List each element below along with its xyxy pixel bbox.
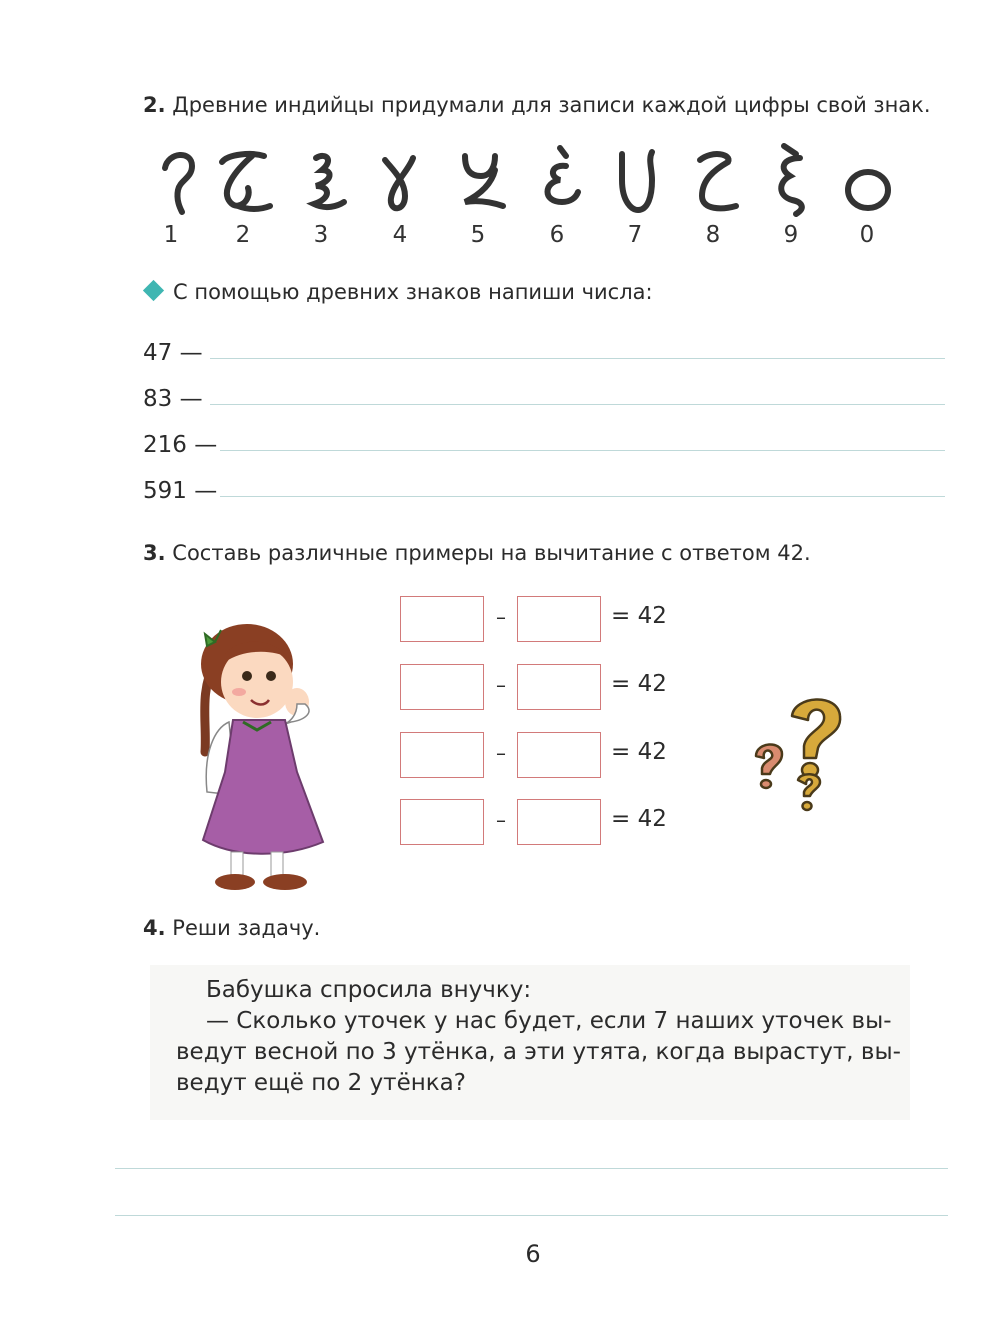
task-4-text: Реши задачу. xyxy=(172,916,321,940)
digit-label: 2 xyxy=(235,222,251,248)
subtrahend-box[interactable] xyxy=(517,799,601,845)
number-83: 83 — xyxy=(143,386,203,412)
task-2-text: Древние индийцы придумали для записи каждой цифры свой знак. xyxy=(172,93,931,117)
equals-42: = 42 xyxy=(611,806,667,832)
indian-digit-6-icon xyxy=(522,140,592,220)
digit-label: 0 xyxy=(859,222,875,248)
subtrahend-box[interactable] xyxy=(517,664,601,710)
girl-thinking-icon xyxy=(185,612,330,894)
minus-sign: – xyxy=(496,605,506,629)
number-591: 591 — xyxy=(143,478,218,504)
task-2-instruction: С помощью древних знаков напиши числа: xyxy=(173,280,653,304)
task-4-title xyxy=(143,916,320,940)
task-3-number: 3. xyxy=(143,541,166,565)
minus-sign: – xyxy=(496,673,506,697)
answer-line[interactable] xyxy=(220,450,945,451)
equals-42: = 42 xyxy=(611,739,667,765)
minuend-box[interactable] xyxy=(400,664,484,710)
indian-digit-9-icon xyxy=(756,140,826,220)
indian-digit-5-icon xyxy=(443,140,513,220)
task-3-title xyxy=(143,541,811,565)
digit-label: 8 xyxy=(705,222,721,248)
digit-label: 1 xyxy=(163,222,179,248)
digit-label: 4 xyxy=(392,222,408,248)
digit-label: 6 xyxy=(549,222,565,248)
answer-line[interactable] xyxy=(115,1215,948,1216)
question-marks-icon xyxy=(752,688,848,816)
equals-42: = 42 xyxy=(611,603,667,629)
diamond-bullet-icon xyxy=(143,280,164,301)
answer-line[interactable] xyxy=(115,1168,948,1169)
page-number: 6 xyxy=(525,1240,541,1268)
answer-line[interactable] xyxy=(220,496,945,497)
answer-line[interactable] xyxy=(210,404,945,405)
number-47: 47 — xyxy=(143,340,203,366)
indian-digit-2-icon xyxy=(208,140,278,220)
task-2-number: 2. xyxy=(143,93,166,117)
digit-label: 7 xyxy=(627,222,643,248)
problem-line: ведут весной по 3 утёнка, а эти утята, когда вырастут, вы- xyxy=(176,1039,901,1065)
minus-sign: – xyxy=(496,808,506,832)
equals-42: = 42 xyxy=(611,671,667,697)
answer-line[interactable] xyxy=(210,358,945,359)
problem-line: Бабушка спросила внучку: xyxy=(206,977,532,1003)
indian-digit-4-icon xyxy=(365,140,435,220)
indian-digit-3-icon xyxy=(286,140,356,220)
task-3-text: Составь различные примеры на вычитание с ответом 42. xyxy=(172,541,811,565)
minus-sign: – xyxy=(496,741,506,765)
indian-digit-7-icon xyxy=(600,140,670,220)
indian-digit-0-icon xyxy=(832,140,902,220)
number-216: 216 — xyxy=(143,432,218,458)
subtrahend-box[interactable] xyxy=(517,596,601,642)
problem-line: ведут ещё по 2 утёнка? xyxy=(176,1070,466,1096)
subtrahend-box[interactable] xyxy=(517,732,601,778)
indian-digit-8-icon xyxy=(678,140,748,220)
minuend-box[interactable] xyxy=(400,596,484,642)
indian-digit-1-icon xyxy=(140,140,210,220)
problem-line: — Сколько уточек у нас будет, если 7 наших уточек вы- xyxy=(206,1008,892,1034)
task-2-title xyxy=(143,93,931,117)
digit-label: 9 xyxy=(783,222,799,248)
minuend-box[interactable] xyxy=(400,732,484,778)
task-4-number: 4. xyxy=(143,916,166,940)
digit-label: 5 xyxy=(470,222,486,248)
digit-label: 3 xyxy=(313,222,329,248)
minuend-box[interactable] xyxy=(400,799,484,845)
